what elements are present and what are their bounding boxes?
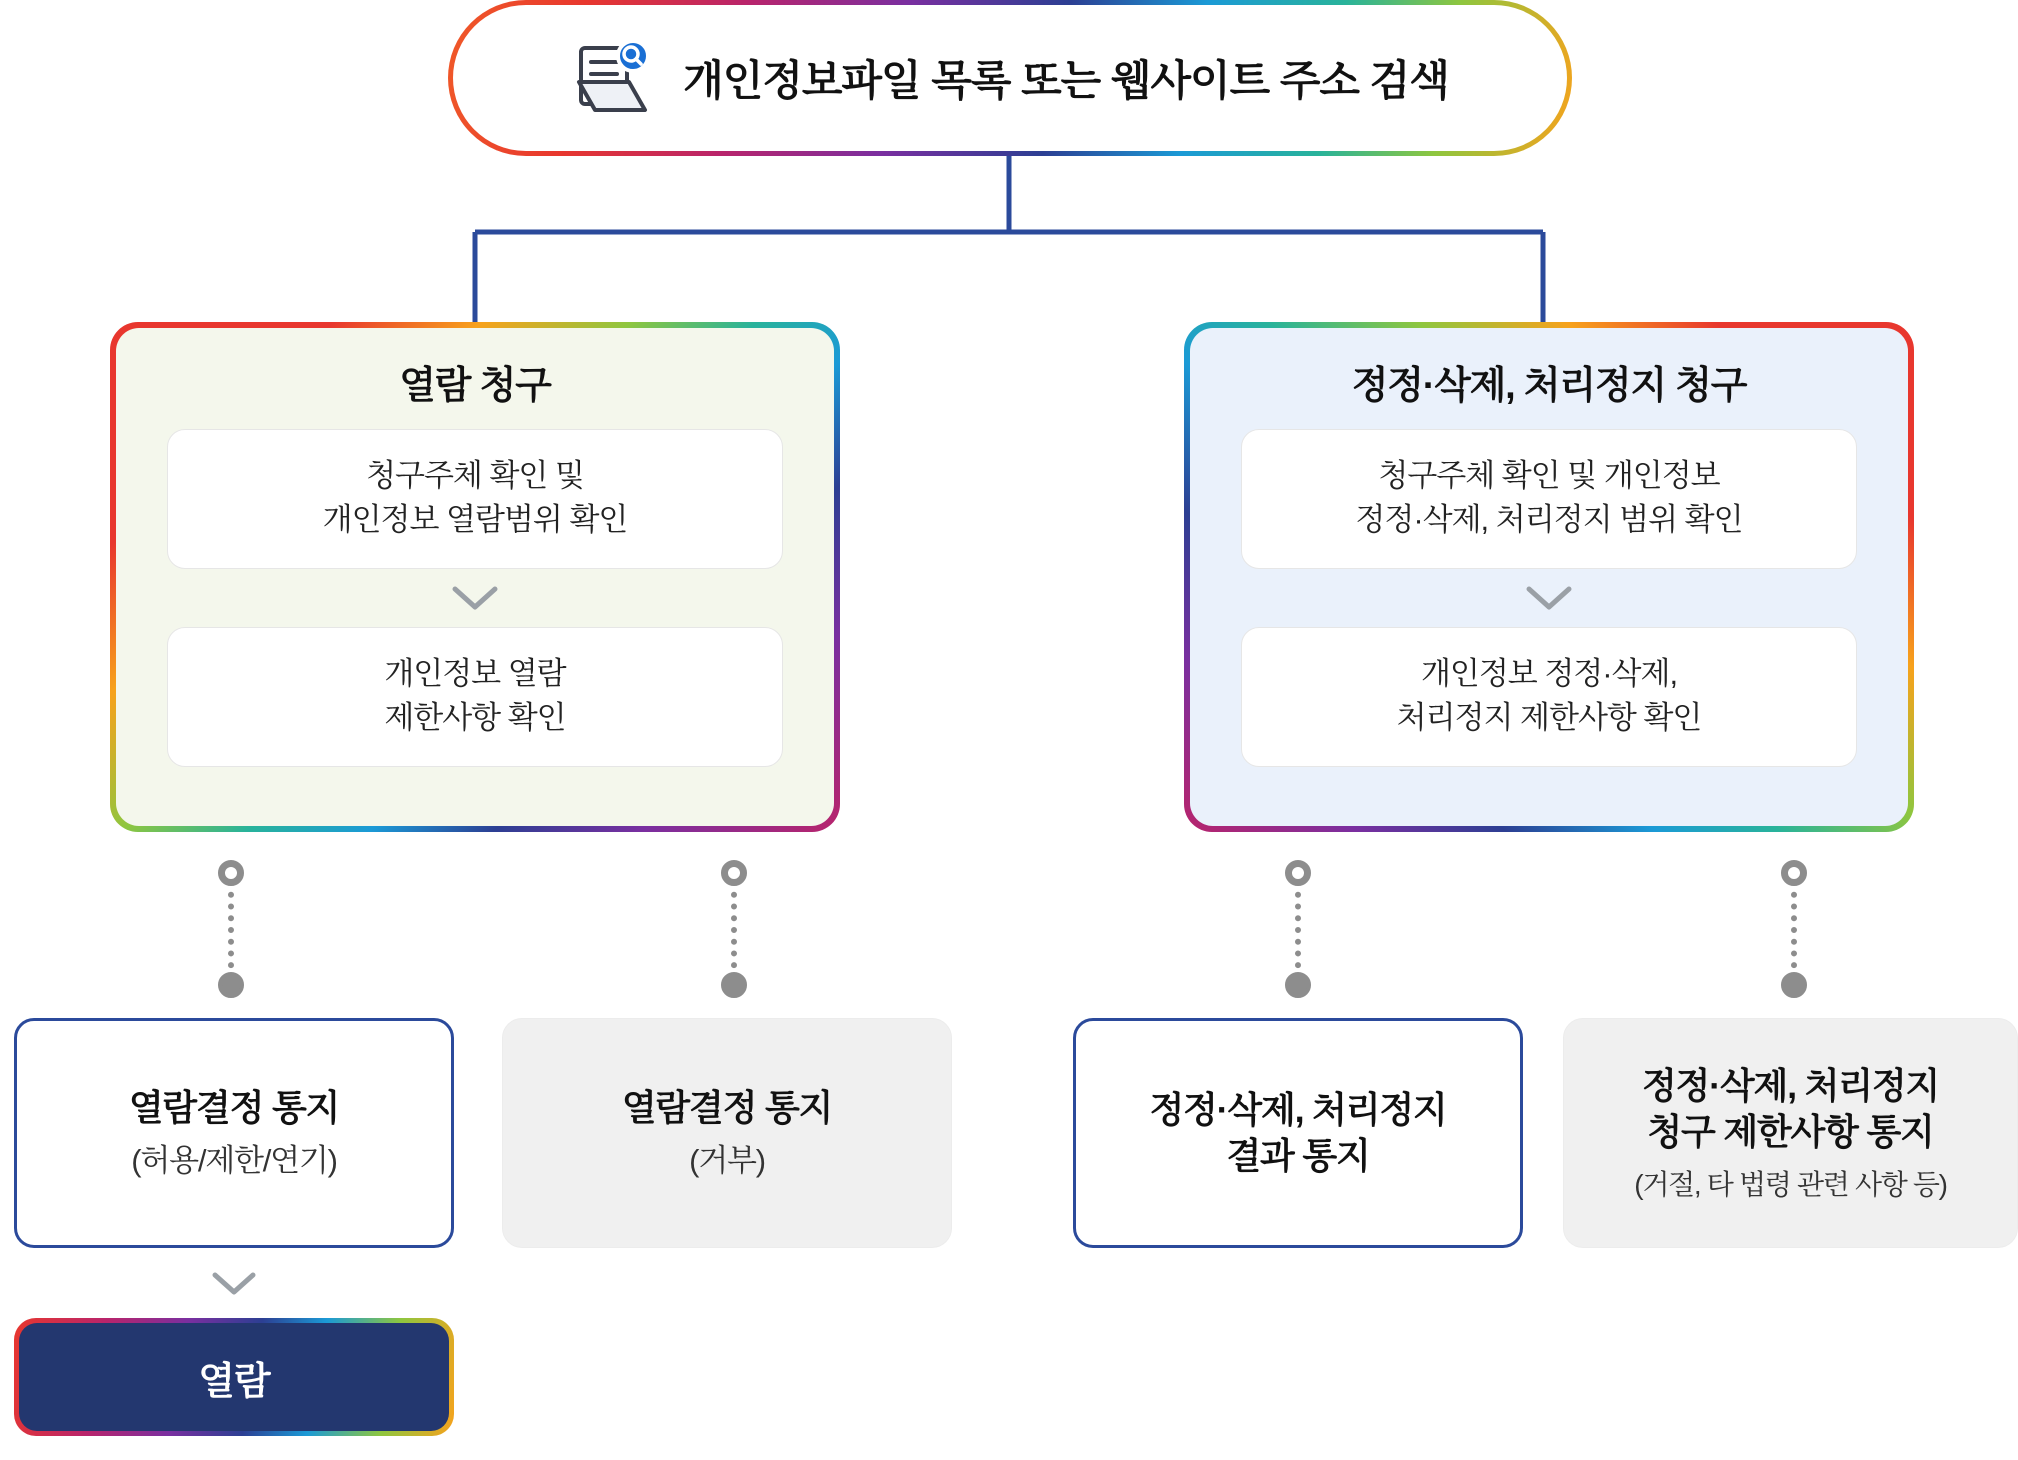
dotted-connector-3 [1295, 880, 1307, 980]
result-4-title-line2: 청구 제한사항 통지 [1647, 1111, 1934, 1152]
connector-dot-top-2 [721, 860, 747, 886]
connector-dot-bottom-4 [1781, 972, 1807, 998]
final-box-view [14, 1318, 454, 1436]
branch-title-left: 열람 청구 [399, 365, 551, 407]
branch-left-step-2-line2: 제한사항 확인 [384, 700, 566, 736]
connector-dot-top-4 [1781, 860, 1807, 886]
branch-left-step-1-line1: 청구주체 확인 및 [366, 458, 584, 493]
result-2-title: 열람결정 통지 [621, 1086, 833, 1128]
branch-right-step-2-line1: 개인정보 정정·삭제, [1420, 656, 1678, 692]
chevron-down-icon [210, 1268, 258, 1298]
branch-left-step-2-line1: 개인정보 열람 [384, 656, 566, 692]
branch-left-step-1-line2: 개인정보 열람범위 확인 [322, 502, 628, 538]
dotted-connector-4 [1791, 880, 1803, 980]
branch-card-view-request [110, 322, 840, 832]
final-box-label: 열람 [198, 1360, 270, 1403]
connector-dot-top-3 [1285, 860, 1311, 886]
branch-left-step-1 [167, 429, 783, 569]
connector-dot-bottom-3 [1285, 972, 1311, 998]
chevron-down-icon [1523, 581, 1575, 615]
branch-right-step-1 [1241, 429, 1857, 569]
branch-right-step-1-line2: 정정·삭제, 처리정지 범위 확인 [1355, 502, 1743, 538]
result-4-title-line1: 정정·삭제, 처리정지 [1641, 1064, 1939, 1106]
branch-right-step-2-line2: 처리정지 제한사항 확인 [1396, 700, 1702, 736]
dotted-connector-2 [731, 880, 743, 980]
top-search-pill[interactable] [448, 0, 1572, 156]
branch-card-correction-request [1184, 322, 1914, 832]
result-1-title: 열람결정 통지 [128, 1086, 340, 1128]
top-search-label: 개인정보파일 목록 또는 웹사이트 주소 검색 [683, 57, 1449, 104]
connector-dot-bottom-2 [721, 972, 747, 998]
result-1-subtitle: (허용/제한/연기) [131, 1142, 337, 1178]
chevron-down-icon [449, 581, 501, 615]
connector-dot-top-1 [218, 860, 244, 886]
result-box-view-decision-notice [14, 1018, 454, 1248]
result-4-subtitle: (거절, 타 법령 관련 사항 등) [1634, 1169, 1947, 1201]
connector-dot-bottom-1 [218, 972, 244, 998]
branch-right-step-2 [1241, 627, 1857, 767]
branch-title-right: 정정·삭제, 처리정지 청구 [1351, 365, 1747, 407]
result-3-title-line2: 결과 통지 [1226, 1135, 1370, 1176]
dotted-connector-1 [228, 880, 240, 980]
branch-left-step-2 [167, 627, 783, 767]
result-2-subtitle: (거부) [689, 1142, 765, 1178]
result-box-view-decision-refusal [502, 1018, 952, 1248]
result-box-correction-result-notice [1073, 1018, 1523, 1248]
result-3-title-line1: 정정·삭제, 처리정지 [1149, 1088, 1447, 1130]
document-search-icon [571, 34, 659, 122]
branch-right-step-1-line1: 청구주체 확인 및 개인정보 [1378, 458, 1720, 493]
result-box-correction-restriction-notice [1563, 1018, 2018, 1248]
